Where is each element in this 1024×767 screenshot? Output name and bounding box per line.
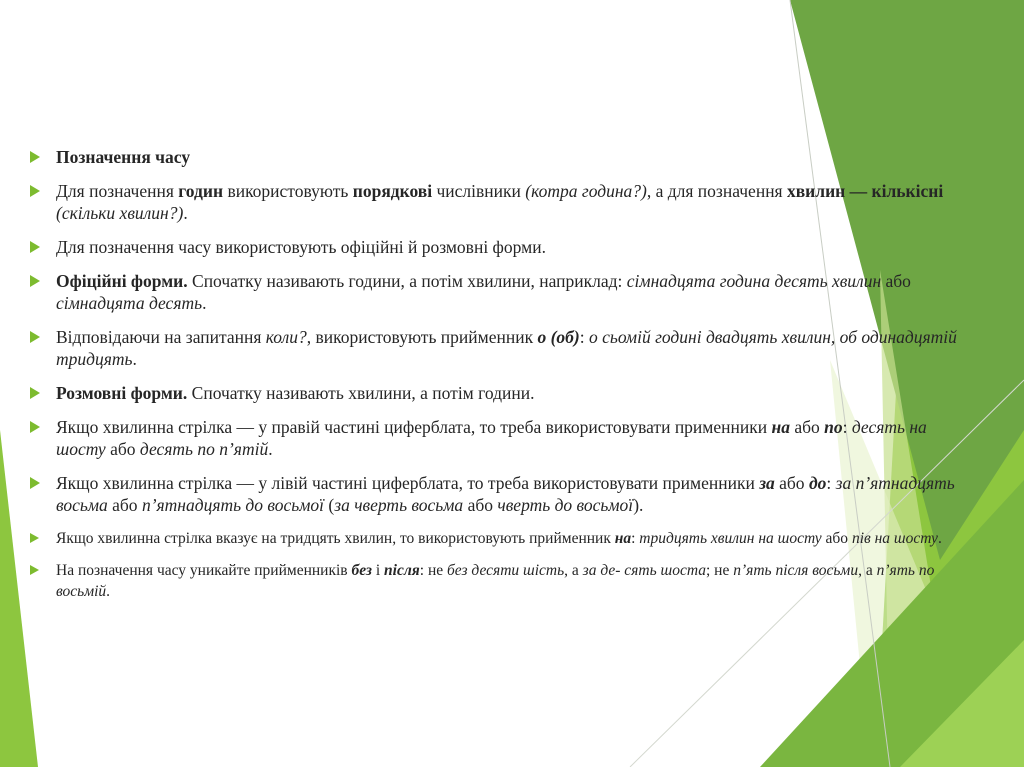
bullet-item — [30, 382, 960, 404]
bullet-text: після — [384, 562, 420, 579]
bullet-text: : — [579, 327, 589, 347]
bullet-text: : — [631, 530, 640, 547]
bullet-item — [30, 146, 960, 168]
bullet-text: о (об) — [537, 327, 580, 347]
bullet-text: . — [106, 583, 111, 600]
bullet-triangle-icon — [30, 241, 40, 253]
bullet-text: тридцять хвилин на шосту — [639, 530, 822, 547]
bullet-item — [30, 416, 960, 460]
bullet-text: за — [759, 473, 775, 493]
bullet-text: Якщо хвилинна стрілка — у правій частині циферблата, то треба використовувати применники — [56, 417, 772, 437]
bullet-text: ). — [633, 495, 644, 515]
bullet-text: чверть до восьмої — [497, 495, 634, 515]
bullet-text: на — [614, 530, 632, 547]
bullet-item — [30, 180, 960, 224]
bullet-text: або — [881, 271, 911, 291]
bullet-text: Офіційні форми. — [56, 271, 188, 291]
bullet-text: , а — [858, 562, 877, 579]
bullet-text: коли? — [265, 327, 307, 347]
bullet-text: десять по п’ятій — [139, 439, 269, 459]
bullet-triangle-icon — [30, 387, 40, 399]
bullet-text: . — [268, 439, 273, 459]
bullet-text: або — [463, 495, 498, 515]
bullet-text: о сьомій годині двадцять хвилин, об одинадцятій тридцять — [56, 327, 957, 369]
bullet-text: до — [808, 473, 827, 493]
bullet-text: Спочатку називають хвилини, а потім години. — [187, 383, 535, 403]
bullet-text: (скільки хвилин?) — [56, 203, 184, 223]
slide-content — [30, 146, 960, 613]
bullet-text: ( — [324, 495, 335, 515]
bullet-text: (котра година?) — [525, 181, 647, 201]
bullet-text: : — [826, 473, 836, 493]
bullet-text: п’ятнадцять до восьмої — [141, 495, 325, 515]
bullet-text: п’ять після восьми — [733, 562, 859, 579]
bullet-text: : не — [419, 562, 448, 579]
bullet-text: Для позначення часу використовують офіційні й розмовні форми. — [56, 237, 546, 257]
bullet-text: пів на шосту — [851, 530, 938, 547]
bullet-triangle-icon — [30, 275, 40, 287]
bullet-text: , а — [564, 562, 583, 579]
bullet-text: без десяти шість — [447, 562, 565, 579]
bullet-text: десять на шосту — [56, 417, 927, 459]
bullet-text: . — [202, 293, 207, 313]
bullet-text: Позначення часу — [56, 147, 191, 167]
bullet-triangle-icon — [30, 477, 40, 489]
bullet-text: , а для позначення — [646, 181, 787, 201]
bullet-text: або — [105, 439, 140, 459]
bullet-text: . — [132, 349, 137, 369]
bullet-item — [30, 236, 960, 258]
bullet-text: числівники — [432, 181, 526, 201]
bullet-text: або — [107, 495, 142, 515]
bullet-text: і — [371, 562, 385, 579]
bullet-text: Для позначення — [56, 181, 179, 201]
bullet-text: п’ять по восьмій — [56, 562, 935, 600]
bullet-text: використовують — [223, 181, 353, 201]
bullet-text: без — [351, 562, 372, 579]
bullet-text: годин — [178, 181, 224, 201]
bullet-item — [30, 560, 960, 602]
bullet-triangle-icon — [30, 421, 40, 433]
bullet-text: Якщо хвилинна стрілка — у лівій частині циферблата, то треба використовувати применники — [56, 473, 760, 493]
bullet-text: . — [937, 530, 942, 547]
bullet-text: . — [183, 203, 188, 223]
bullet-text: сімнадцята година десять хвилин — [626, 271, 882, 291]
bullet-item — [30, 270, 960, 314]
bullet-text: або — [774, 473, 809, 493]
bullet-triangle-icon — [30, 151, 40, 163]
bullet-text: Спочатку називають години, а потім хвилини, наприклад: — [187, 271, 627, 291]
bullet-text: або — [821, 530, 852, 547]
bullet-triangle-icon — [30, 331, 40, 343]
bullet-triangle-icon — [30, 185, 40, 197]
bullet-item — [30, 326, 960, 370]
bullet-text: На позначення часу уникайте прийменників — [56, 562, 352, 579]
bullet-item — [30, 472, 960, 516]
bullet-text: Розмовні форми. — [56, 383, 188, 403]
bullet-triangle-icon — [30, 533, 39, 543]
bullet-text: на — [771, 417, 790, 437]
bullet-text: за де- сять шоста — [582, 562, 706, 579]
bullet-item — [30, 528, 960, 549]
bullet-text: або — [789, 417, 825, 437]
bullet-text: по — [824, 417, 843, 437]
bullet-text: порядкові — [352, 181, 433, 201]
bullet-text: Відповідаючи на запитання — [56, 327, 266, 347]
bullet-text: : — [842, 417, 852, 437]
bullet-text: , використовують прийменник — [306, 327, 538, 347]
bullet-triangle-icon — [30, 565, 39, 575]
bullet-text: Якщо хвилинна стрілка вказує на тридцять хвилин, то використовують прийменник — [56, 530, 615, 547]
bullet-text: за чверть восьма — [334, 495, 464, 515]
bullet-text: ; не — [705, 562, 734, 579]
bullet-text: сімнадцята десять — [56, 293, 203, 313]
bullet-text: хвилин — кількісні — [786, 181, 944, 201]
bullet-text: за п’ятнадцять восьма — [56, 473, 955, 515]
